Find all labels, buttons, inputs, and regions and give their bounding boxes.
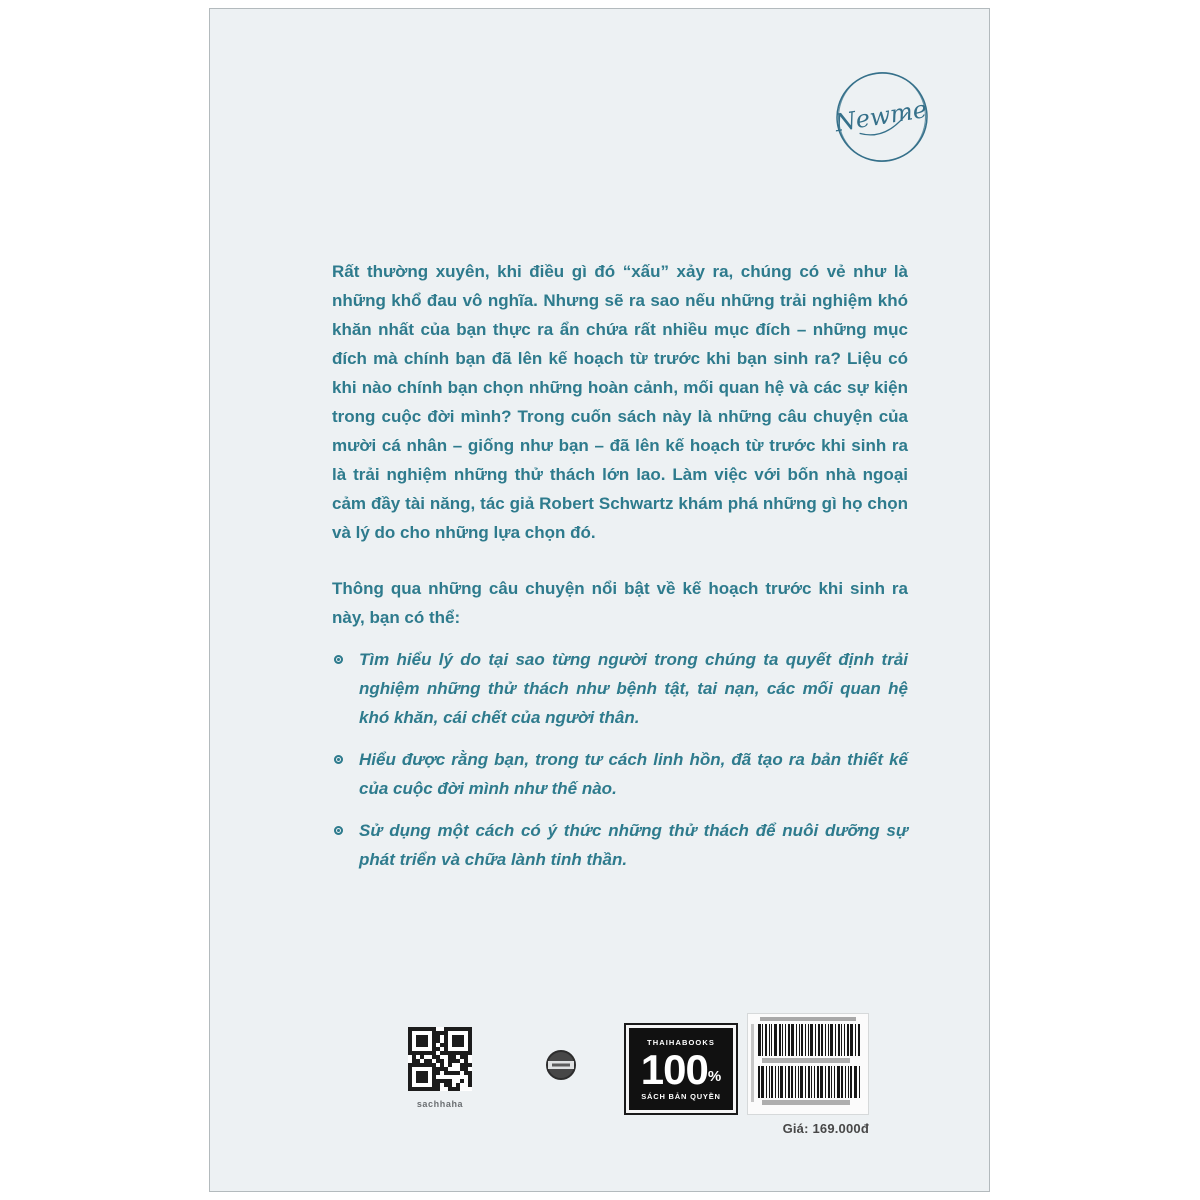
blurb-paragraph-2: Thông qua những câu chuyện nổi bật về kế hoạch trước khi sinh ra này, bạn có thể: <box>332 579 908 627</box>
bullet-icon <box>334 826 343 835</box>
publisher-script-stamp <box>832 67 932 167</box>
script-logo-text: Newme <box>832 95 929 138</box>
price-label: Giá: 169.000đ <box>782 1121 869 1136</box>
bullet-list <box>332 645 908 874</box>
badge-copyright-label: SÁCH BẢN QUYỀN <box>641 1091 721 1101</box>
bullet-icon <box>334 655 343 664</box>
qr-code-block <box>407 1027 473 1109</box>
bullet-icon <box>334 755 343 764</box>
publisher-round-seal <box>545 1049 577 1081</box>
book-back-cover <box>209 8 990 1192</box>
badge-value-row <box>640 1045 722 1093</box>
list-item <box>332 816 908 874</box>
badge-publisher-label: THAIHABOOKS <box>647 1037 715 1047</box>
round-seal-icon <box>545 1049 577 1081</box>
list-item <box>332 745 908 803</box>
bullet-text: Tìm hiểu lý do tại sao từng người trong chúng ta quyết định trải nghiệm những thử thách như bệnh tật, tai nạn, các mối quan hệ khó khăn, cái chết của người thân. <box>359 650 908 727</box>
circle-script-logo-icon <box>832 67 932 167</box>
qr-code-icon <box>408 1027 472 1091</box>
bullet-text: Sử dụng một cách có ý thức những thử thách để nuôi dưỡng sự phát triển và chữa lành tinh thần. <box>359 821 908 869</box>
list-item <box>332 645 908 732</box>
blurb-paragraph-1: Rất thường xuyên, khi điều gì đó “xấu” xảy ra, chúng có vẻ như là những khổ đau vô nghĩa. Nhưng sẽ ra sao nếu những trải nghiệm khó khăn nhất của bạn thực ra ẩn chứa rất nhiều mục đích – những mục đích mà chính bạn đã lên kế hoạch từ trước khi bạn sinh ra? Liệu có khi nào chính bạn chọn những hoàn cảnh, mối quan hệ và các sự kiện trong cuộc đời mình? Trong cuốn sách này là những câu chuyện của mười cá nhân – giống như bạn – đã lên kế hoạch từ trước khi sinh ra là trải nghiệm những thử thách lớn lao. Làm việc với bốn nhà ngoại cảm đầy tài năng, tác giả Robert Schwartz khám phá những gì họ chọn và lý do cho những lựa chọn đó. <box>332 262 908 542</box>
qr-caption: sachhaha <box>416 1099 464 1109</box>
back-cover-text <box>332 257 908 874</box>
copyright-badge <box>624 1023 738 1115</box>
barcode-block <box>747 1013 869 1115</box>
bullet-text: Hiểu được rằng bạn, trong tư cách linh hồn, đã tạo ra bản thiết kế của cuộc đời mình như thế nào. <box>359 750 908 798</box>
barcode-icon <box>748 1014 868 1114</box>
badge-percent: % <box>707 1067 722 1085</box>
badge-value: 100 <box>640 1045 708 1093</box>
